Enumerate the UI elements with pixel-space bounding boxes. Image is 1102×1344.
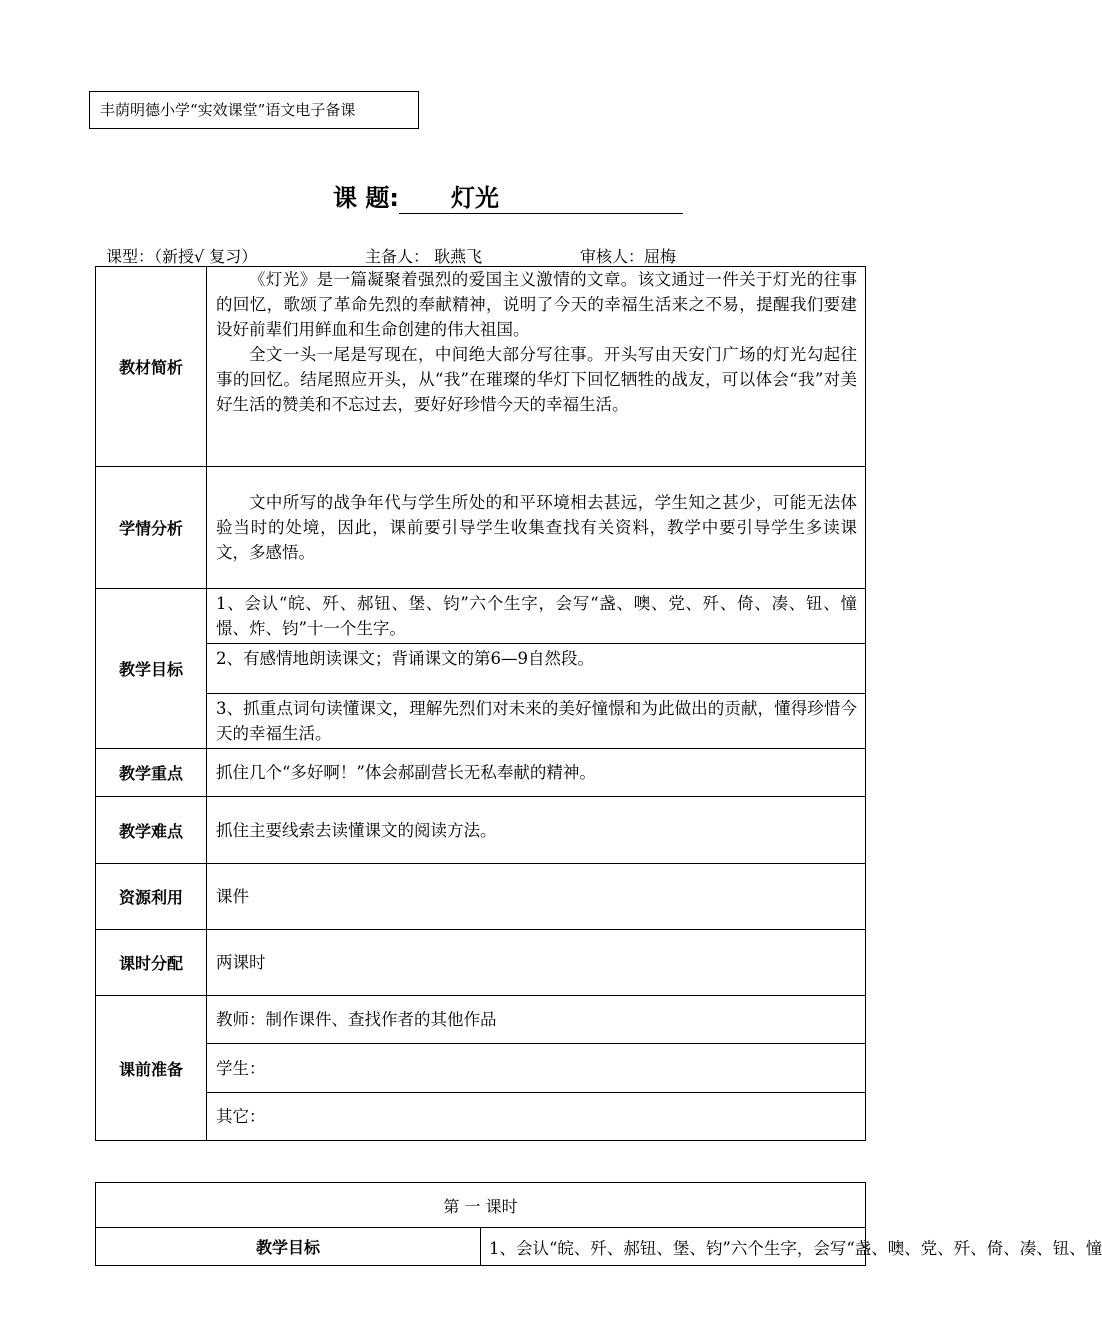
goals-heading: 教学目标 [96, 589, 207, 749]
students-row [96, 467, 866, 589]
title-label: 课 题: [333, 184, 399, 212]
lesson-type: 课型：（新授√ 复习） [106, 247, 258, 266]
goal-item-2: 2、有感情地朗读课文；背诵课文的第6—9自然段。 [207, 644, 866, 694]
preparation-teacher: 教师：制作课件、查找作者的其他作品 [207, 996, 866, 1044]
students-heading: 学情分析 [96, 467, 207, 589]
difficulties-text: 抓住主要线索去读懂课文的阅读方法。 [207, 797, 866, 864]
difficulties-heading: 教学难点 [96, 797, 207, 864]
preparation-heading: 课前准备 [96, 996, 207, 1141]
page-title [333, 178, 683, 214]
preparation-student: 学生： [207, 1044, 866, 1093]
analysis-heading: 教材简析 [96, 267, 207, 467]
title-topic: 灯光 [399, 183, 683, 214]
preparation-other: 其它： [207, 1093, 866, 1141]
goal-row-2 [96, 644, 866, 694]
prep-row-student [96, 1044, 866, 1093]
goal-row-3 [96, 694, 866, 749]
analysis-row [96, 267, 866, 467]
first-lesson-table [95, 1182, 1102, 1266]
resources-heading: 资源利用 [96, 864, 207, 930]
students-text: 文中所写的战争年代与学生所处的和平环境相去甚远，学生知之甚少，可能无法体验当时的处境，因此，课前要引导学生收集查找有关资料，教学中要引导学生多读课文，多感悟。 [216, 493, 857, 562]
resources-text: 课件 [207, 864, 866, 930]
reviewer: 审核人：屈梅 [580, 247, 677, 266]
time-text: 两课时 [207, 930, 866, 996]
preparer: 主备人： 耿燕飞 [365, 247, 483, 266]
time-row [96, 930, 866, 996]
time-heading: 课时分配 [96, 930, 207, 996]
prep-row-teacher [96, 996, 866, 1044]
period-title: 第 一 课时 [96, 1183, 866, 1228]
difficulties-row [96, 797, 866, 864]
goal-item-1: 1、会认“皖、歼、郝钮、堡、钧”六个生字，会写“盏、噢、党、歼、倚、凑、钮、憧憬、炸、钧”十一个生字。 [207, 589, 866, 644]
analysis-content [207, 267, 866, 467]
key-points-text: 抓住几个“多好啊！”体会郝副营长无私奉献的精神。 [207, 749, 866, 797]
students-content [207, 467, 866, 589]
prep-row-other [96, 1093, 866, 1141]
resources-row [96, 864, 866, 930]
period-row [96, 1183, 866, 1228]
lesson-goals-heading: 教学目标 [96, 1228, 481, 1266]
lesson-goals-text: 1、会认“皖、歼、郝钮、堡、钧”六个生字，会写“盏、噢、党、歼、倚、凑、钮、憧 [481, 1228, 866, 1266]
key-points-row [96, 749, 866, 797]
lesson-plan-table [95, 266, 866, 1141]
lesson-goals-row [96, 1228, 866, 1266]
goal-row-1 [96, 589, 866, 644]
key-points-heading: 教学重点 [96, 749, 207, 797]
analysis-paragraph-2: 全文一头一尾是写现在，中间绝大部分写往事。开头写由天安门广场的灯光勾起往事的回忆。结尾照应开头，从“我”在璀璨的华灯下回忆牺牲的战友，可以体会“我”对美好生活的赞美和不忘过去，要好好珍惜今天的幸福生活。 [216, 345, 857, 414]
analysis-paragraph-1: 《灯光》是一篇凝聚着强烈的爱国主义激情的文章。该文通过一件关于灯光的往事的回忆，歌颂了革命先烈的奉献精神，说明了今天的幸福生活来之不易，提醒我们要建设好前辈们用鲜血和生命创建的伟大祖国。 [216, 270, 857, 339]
school-label: 丰荫明德小学“实效课堂”语文电子备课 [89, 91, 419, 129]
goal-item-3: 3、抓重点词句读懂课文，理解先烈们对未来的美好憧憬和为此做出的贡献，懂得珍惜今天的幸福生活。 [207, 694, 866, 749]
